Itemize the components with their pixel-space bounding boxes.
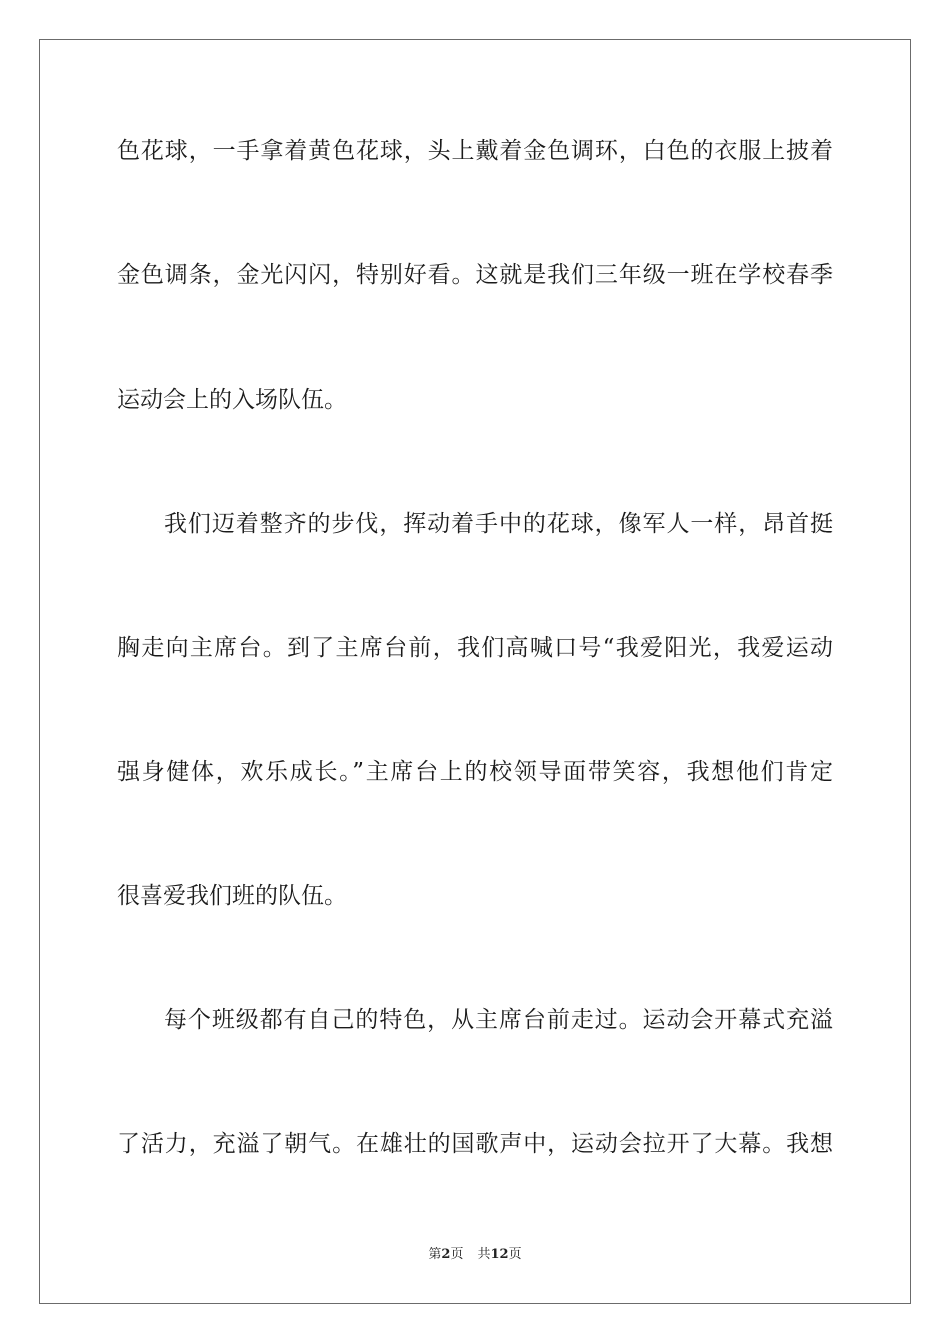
body-line-1: 色花球，一手拿着黄色花球，头上戴着金色调环，白色的衣服上披着 [117, 138, 833, 164]
footer-page-number: 2 [441, 1247, 451, 1262]
body-line-2: 金色调条，金光闪闪，特别好看。这就是我们三年级一班在学校春季 [117, 262, 833, 288]
footer-page-prefix: 第 [428, 1247, 442, 1262]
footer-total-prefix: 共 [477, 1247, 491, 1262]
body-line-4: 我们迈着整齐的步伐，挥动着手中的花球，像军人一样，昂首挺 [164, 511, 833, 537]
body-line-9: 了活力，充溢了朝气。在雄壮的国歌声中，运动会拉开了大幕。我想 [117, 1131, 833, 1157]
body-line-8: 每个班级都有自己的特色，从主席台前走过。运动会开幕式充溢 [164, 1007, 833, 1033]
page-footer [0, 1246, 950, 1264]
footer-total-suffix: 页 [508, 1247, 522, 1262]
body-line-7: 很喜爱我们班的队伍。 [117, 883, 347, 909]
footer-total-number: 12 [490, 1247, 509, 1262]
body-line-3: 运动会上的入场队伍。 [117, 387, 347, 413]
body-line-5: 胸走向主席台。到了主席台前，我们高喊口号“我爱阳光，我爱运动 [117, 635, 833, 661]
body-line-6: 强身健体，欢乐成长。”主席台上的校领导面带笑容，我想他们肯定 [117, 759, 833, 785]
page-frame [39, 39, 911, 1304]
footer-page-suffix: 页 [450, 1247, 464, 1262]
